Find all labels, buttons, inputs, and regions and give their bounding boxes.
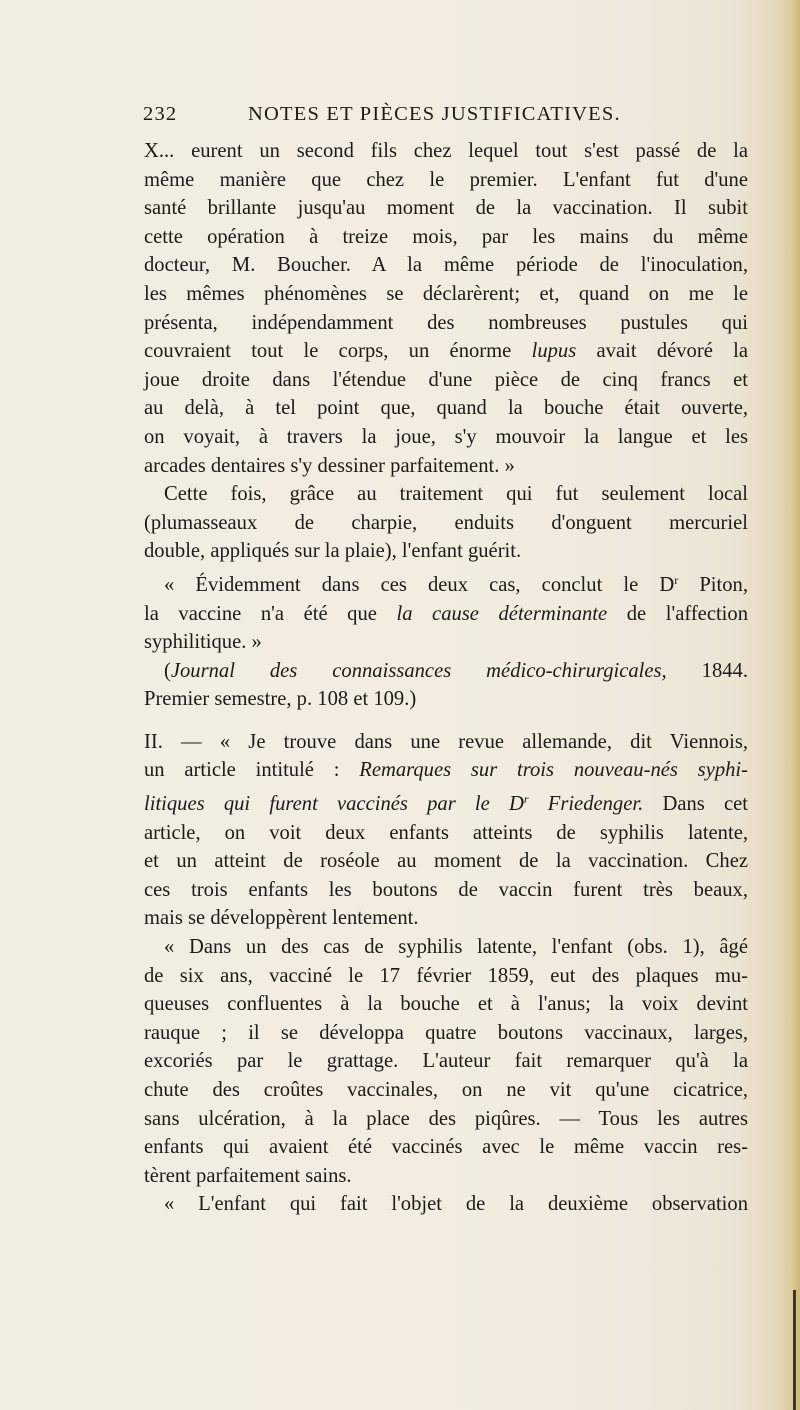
text-line: [144, 756, 748, 785]
body-text: [144, 137, 748, 1219]
text-line: (plumasseaux de charpie, enduits d'onguent mercuriel: [144, 511, 748, 534]
text-line: [144, 566, 748, 600]
text-line: « L'enfant qui fait l'objet de la deuxième observation: [164, 1193, 748, 1216]
paragraph-3: [144, 566, 748, 657]
text-line: sans ulcération, à la place des piqûres. — Tous les autres: [144, 1107, 748, 1130]
text-line: X... eurent un second fils chez lequel tout s'est passé de la: [144, 140, 748, 162]
text-line: double, appliqués sur la plaie), l'enfant guérit.: [144, 540, 522, 563]
text-line: et un atteint de roséole au moment de la vaccination. Chez: [144, 850, 748, 873]
text-run: 1844.: [666, 659, 748, 682]
text-line: les mêmes phénomènes se déclarèrent; et, quand on me le: [144, 282, 748, 305]
text-line: santé brillante jusqu'au moment de la vaccination. Il subit: [144, 197, 748, 220]
text-line: article, on voit deux enfants atteints de syphilis latente,: [144, 821, 748, 844]
text-run: Piton,: [678, 573, 748, 596]
paragraph-5: [144, 728, 748, 933]
text-line: II. — « Je trouve dans une revue allemande, dit Viennois,: [144, 730, 748, 753]
superscript: r: [674, 572, 679, 587]
text-line: mais se développèrent lentement.: [144, 907, 419, 930]
paragraph-7: [144, 1190, 748, 1219]
page-number: 232: [143, 103, 178, 125]
italic-phrase: la cause déterminante: [396, 602, 608, 625]
text-line: de six ans, vacciné le 17 février 1859, eut des plaques mu-: [144, 964, 748, 987]
page-edge-shadow: [778, 0, 800, 1410]
text-line: [144, 657, 748, 686]
paragraph-6: [144, 933, 748, 1190]
text-line: [144, 600, 748, 629]
text-run: avait dévoré la: [576, 340, 748, 363]
text-line: excoriés par le grattage. L'auteur fait remarquer qu'à la: [144, 1050, 748, 1073]
superscript: r: [523, 792, 529, 807]
text-line: cette opération à treize mois, par les mains du même: [144, 225, 748, 248]
text-line: queuses confluentes à la bouche et à l'anus; la voix devint: [144, 993, 748, 1016]
running-title: NOTES ET PIÈCES JUSTIFICATIVES.: [248, 103, 621, 125]
text-run: « Évidemment dans ces deux cas, conclut le D: [164, 573, 675, 596]
text-run: un article intitulé :: [144, 759, 360, 782]
text-line: « Dans un des cas de syphilis latente, l'enfant (obs. 1), âgé: [164, 936, 748, 959]
text-line: syphilitique. »: [144, 631, 262, 654]
journal-title: Journal des connaissances médico-chirurgicales,: [170, 659, 667, 682]
text-line: [144, 337, 748, 366]
text-line: même manière que chez le premier. L'enfant fut d'une: [144, 168, 748, 191]
text-line: Premier semestre, p. 108 et 109.): [144, 688, 417, 711]
paragraph-4-citation: [144, 657, 748, 714]
text-line: tèrent parfaitement sains.: [144, 1164, 352, 1187]
article-title: Remarques sur trois nouveau-nés syphi-: [359, 759, 749, 782]
text-run: Dans cet: [643, 793, 748, 816]
text-line: chute des croûtes vaccinales, on ne vit qu'une cicatrice,: [144, 1079, 748, 1101]
text-line: docteur, M. Boucher. A la même période de l'inoculation,: [144, 254, 748, 277]
text-line: arcades dentaires s'y dessiner parfaitement. »: [144, 454, 515, 477]
text-run: couvraient tout le corps, un énorme: [144, 340, 532, 363]
text-line: présenta, indépendamment des nombreuses pustules qui: [144, 311, 748, 334]
text-run: (: [164, 659, 171, 682]
text-run: la vaccine n'a été que: [144, 602, 397, 625]
paragraph-2: [144, 480, 748, 566]
running-header: [143, 103, 743, 133]
text-line: ces trois enfants les boutons de vaccin furent très beaux,: [144, 878, 748, 901]
page-edge-mark: [793, 1290, 796, 1410]
text-line: Cette fois, grâce au traitement qui fut seulement local: [164, 483, 748, 506]
article-title: litiques qui furent vaccinés par le D: [144, 793, 524, 816]
article-title: Friedenger.: [528, 793, 644, 816]
italic-term-lupus: lupus: [531, 340, 577, 363]
text-line: au delà, à tel point que, quand la bouche était ouverte,: [144, 397, 748, 420]
text-line: on voyait, à travers la joue, s'y mouvoir la langue et les: [144, 425, 748, 448]
text-line: [144, 785, 748, 819]
text-run: de l'affection: [607, 602, 748, 625]
text-line: rauque ; il se développa quatre boutons vaccinaux, larges,: [144, 1021, 748, 1044]
paragraph-1: [144, 137, 748, 480]
text-line: enfants qui avaient été vaccinés avec le même vaccin res-: [144, 1136, 748, 1159]
text-line: joue droite dans l'étendue d'une pièce de cinq francs et: [144, 368, 748, 391]
